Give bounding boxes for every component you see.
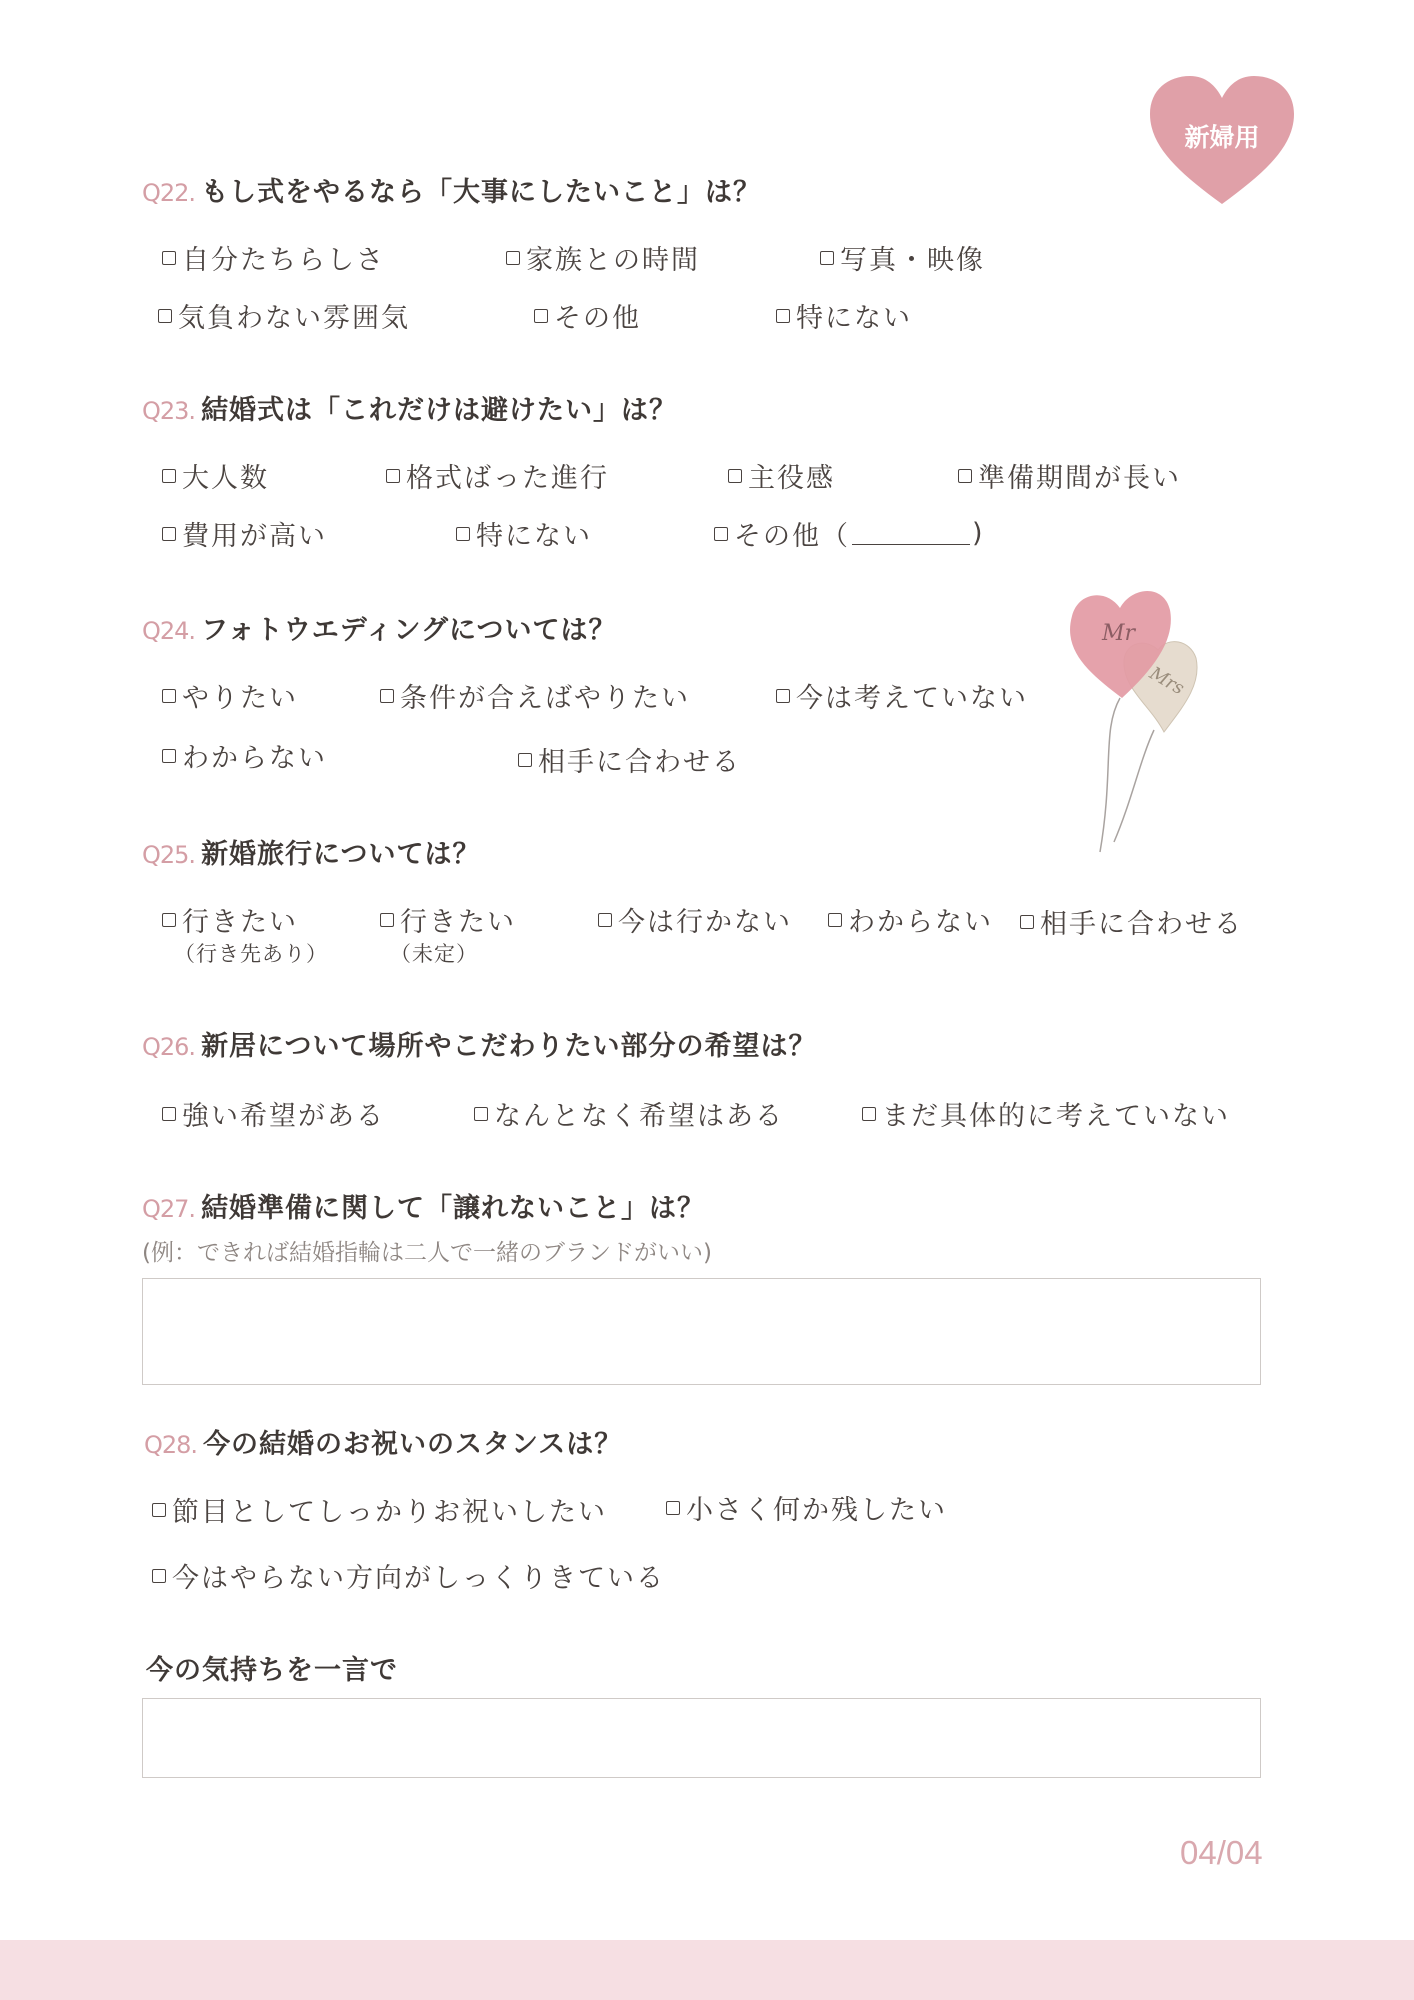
question-text: 結婚準備に関して「譲れないこと」は？ [201, 1193, 706, 1224]
checkbox-icon[interactable] [714, 527, 728, 541]
badge-label: 新婦用 [1184, 123, 1260, 152]
checkbox-option[interactable] [162, 1094, 385, 1133]
checkbox-icon[interactable] [666, 1501, 680, 1515]
question-text: 新婚旅行については？ [201, 839, 481, 870]
checkbox-option[interactable] [666, 1488, 947, 1527]
checkbox-icon[interactable] [152, 1503, 166, 1517]
option-label: 行きたい [400, 907, 516, 938]
question-title [142, 170, 761, 209]
question-number: Q25. [142, 841, 196, 869]
checkbox-option[interactable] [152, 1490, 607, 1529]
checkbox-option[interactable] [1020, 902, 1243, 941]
checkbox-option[interactable] [380, 900, 516, 939]
page-number: 04/04 [1180, 1834, 1263, 1871]
balloon-label-mr: Mr [1102, 621, 1136, 646]
checkbox-option[interactable] [162, 900, 298, 939]
badge-heart [1148, 74, 1296, 208]
option-label: 相手に合わせる [538, 747, 741, 778]
option-label: 行きたい [182, 907, 298, 938]
checkbox-icon[interactable] [728, 469, 742, 483]
checkbox-option[interactable] [506, 238, 700, 277]
option-label: その他 [554, 303, 641, 334]
option-label: 費用が高い [182, 521, 327, 552]
option-label: わからない [848, 907, 993, 938]
checkbox-icon[interactable] [162, 469, 176, 483]
checkbox-icon[interactable] [386, 469, 400, 483]
option-subnote: （未定） [390, 942, 478, 966]
question-text: 今の結婚のお祝いのスタンスは？ [203, 1429, 623, 1460]
checkbox-icon[interactable] [828, 913, 842, 927]
checkbox-icon[interactable] [152, 1569, 166, 1583]
checkbox-icon[interactable] [162, 527, 176, 541]
question-title [142, 1024, 817, 1063]
option-label: 今は行かない [618, 907, 792, 938]
option-label: 特にない [476, 521, 592, 552]
checkbox-icon[interactable] [820, 251, 834, 265]
answer-hint: (例：できれば結婚指輪は二人で一緒のブランドがいい) [142, 1240, 712, 1266]
checkbox-option[interactable] [828, 900, 993, 939]
option-label: なんとなく希望はある [494, 1101, 784, 1132]
checkbox-icon[interactable] [958, 469, 972, 483]
question-title [142, 1186, 705, 1225]
checkbox-icon[interactable] [1020, 915, 1034, 929]
feeling-textbox[interactable] [142, 1698, 1261, 1778]
checkbox-option[interactable] [728, 456, 835, 495]
checkbox-option[interactable] [534, 296, 641, 335]
checkbox-icon[interactable] [162, 251, 176, 265]
checkbox-option[interactable] [162, 736, 327, 775]
checkbox-option[interactable] [380, 676, 690, 715]
checkbox-option[interactable] [776, 296, 912, 335]
option-label: 主役感 [748, 463, 835, 494]
question-number: Q28. [144, 1431, 198, 1459]
checkbox-option[interactable] [598, 900, 792, 939]
checkbox-option-other[interactable] [714, 514, 985, 553]
option-label: 準備期間が長い [978, 463, 1181, 494]
checkbox-option[interactable] [820, 238, 985, 277]
checkbox-option[interactable] [776, 676, 1028, 715]
question-number: Q24. [142, 617, 196, 645]
question-text: 新居について場所やこだわりたい部分の希望は？ [201, 1031, 817, 1062]
question-text: 結婚式は「これだけは避けたい」は？ [201, 395, 678, 426]
checkbox-icon[interactable] [598, 913, 612, 927]
option-label: まだ具体的に考えていない [882, 1101, 1230, 1132]
checkbox-icon[interactable] [776, 309, 790, 323]
checkbox-option[interactable] [862, 1094, 1230, 1133]
fill-in-blank[interactable] [852, 522, 970, 545]
checkbox-icon[interactable] [862, 1107, 876, 1121]
option-label: 特にない [796, 303, 912, 334]
checkbox-icon[interactable] [162, 913, 176, 927]
option-label: やりたい [182, 683, 298, 714]
question-title [142, 388, 677, 427]
option-label: 節目としてしっかりお祝いしたい [172, 1497, 607, 1528]
question-title [144, 1422, 622, 1461]
checkbox-icon[interactable] [162, 1107, 176, 1121]
option-label: 強い希望がある [182, 1101, 385, 1132]
question-number: Q22. [142, 179, 196, 207]
checkbox-icon[interactable] [162, 689, 176, 703]
option-label: 自分たちらしさ [182, 245, 385, 276]
checkbox-option[interactable] [162, 676, 298, 715]
option-label: わからない [182, 743, 327, 774]
option-label: 条件が合えばやりたい [400, 683, 690, 714]
option-label: 写真・映像 [840, 245, 985, 276]
heart-balloons-illustration [1062, 580, 1262, 860]
checkbox-icon[interactable] [776, 689, 790, 703]
option-label: 小さく何か残したい [686, 1495, 947, 1526]
checkbox-option[interactable] [162, 514, 327, 553]
option-label: 今は考えていない [796, 683, 1028, 714]
balloon-label-mrs: Mrs [1145, 662, 1188, 700]
option-label: その他（ [734, 521, 850, 552]
question-number: Q26. [142, 1033, 196, 1061]
answer-textbox[interactable] [142, 1278, 1261, 1385]
checkbox-icon[interactable] [162, 749, 176, 763]
question-title [142, 608, 616, 647]
option-label: 大人数 [182, 463, 269, 494]
checkbox-icon[interactable] [518, 753, 532, 767]
checkbox-option[interactable] [158, 296, 410, 335]
balloon-icon [1062, 580, 1262, 860]
question-number: Q27. [142, 1195, 196, 1223]
option-label: 相手に合わせる [1040, 909, 1243, 940]
option-subnote: （行き先あり） [174, 942, 328, 966]
option-label-close: ) [972, 518, 985, 549]
question-text: フォトウエディングについては？ [201, 615, 617, 646]
option-label: 家族との時間 [526, 245, 700, 276]
option-label: 気負わない雰囲気 [178, 303, 410, 334]
checkbox-option[interactable] [152, 1556, 665, 1595]
checkbox-icon[interactable] [380, 689, 394, 703]
checkbox-icon[interactable] [380, 913, 394, 927]
checkbox-option[interactable] [518, 740, 741, 779]
checkbox-option[interactable] [474, 1094, 784, 1133]
question-text: もし式をやるなら「大事にしたいこと」は？ [201, 177, 762, 208]
checkbox-option[interactable] [162, 238, 385, 277]
question-number: Q23. [142, 397, 196, 425]
checkbox-option[interactable] [162, 456, 269, 495]
checkbox-option[interactable] [386, 456, 609, 495]
feeling-title: 今の気持ちを一言で [146, 1655, 398, 1686]
checkbox-icon[interactable] [474, 1107, 488, 1121]
footer-band [0, 1940, 1414, 2000]
checkbox-icon[interactable] [506, 251, 520, 265]
checkbox-icon[interactable] [534, 309, 548, 323]
checkbox-icon[interactable] [158, 309, 172, 323]
checkbox-option[interactable] [958, 456, 1181, 495]
checkbox-icon[interactable] [456, 527, 470, 541]
option-label: 格式ばった進行 [406, 463, 609, 494]
checkbox-option[interactable] [456, 514, 592, 553]
option-label: 今はやらない方向がしっくりきている [172, 1563, 665, 1594]
question-title [142, 832, 481, 871]
